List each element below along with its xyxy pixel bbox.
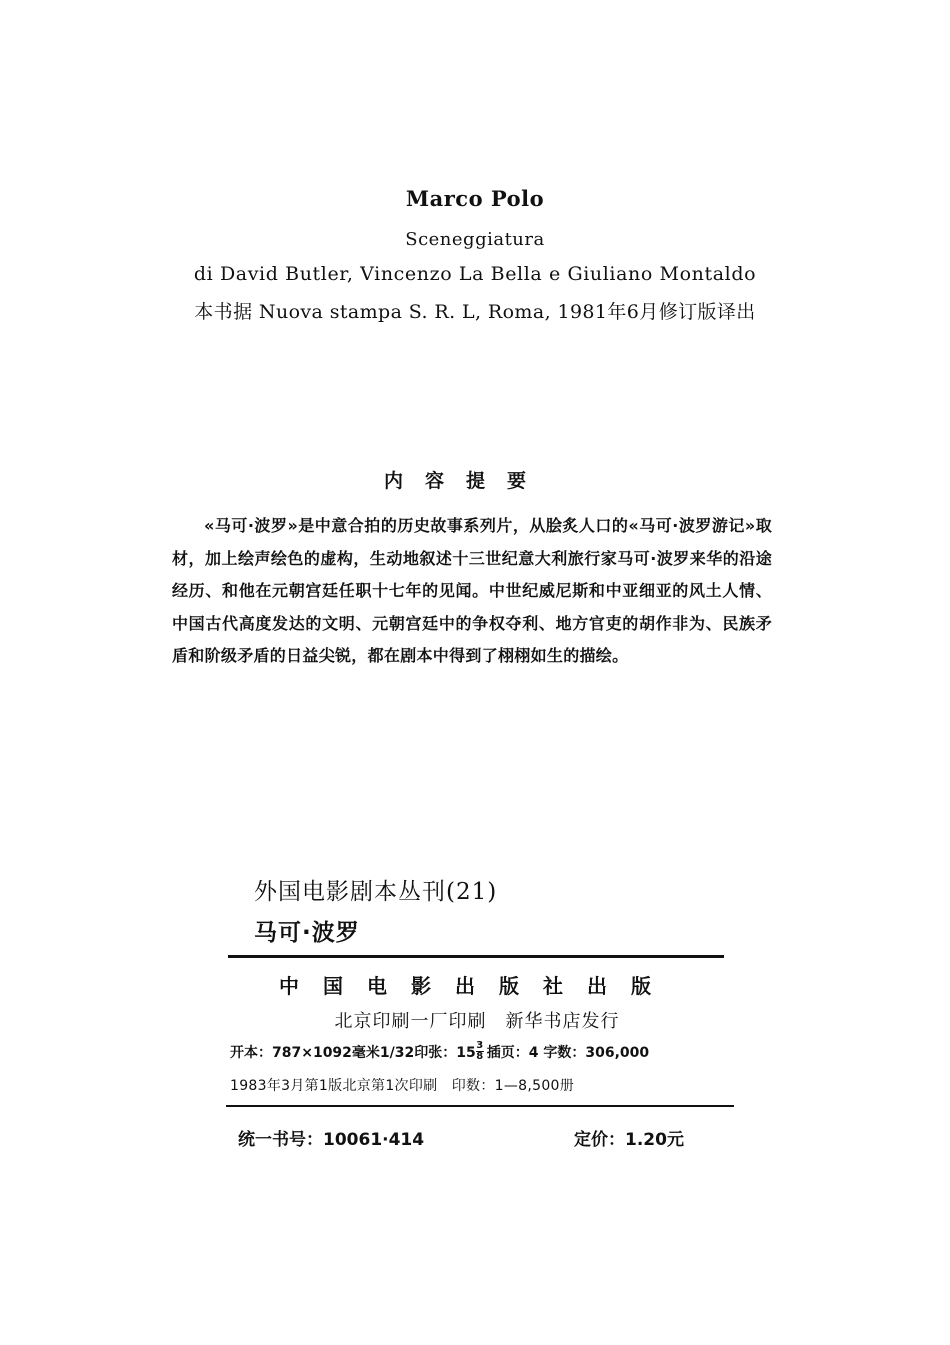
specs-prefix: 开本：787×1092毫米1/32印张：15 [230,1044,476,1061]
price: 定价：1.20元 [574,1130,684,1150]
specs-suffix: 插页：4 字数：306,000 [486,1044,650,1061]
original-title: Marco Polo [405,186,545,211]
colophon-bottom-rule [226,1105,734,1107]
edition-line: 1983年3月第1版北京第1次印刷 印数：1—8,500册 [230,1078,575,1094]
summary-heading: 内容提要 [384,470,549,492]
original-subtitle: Sceneggiatura [405,229,545,250]
series-title: 外国电影剧本丛刊(21) [254,879,498,905]
original-authors: di David Butler, Vincenzo La Bella e Giuliano Montaldo [193,263,757,285]
sheets-fraction [476,1041,484,1062]
sheets-fraction-denominator: 8 [476,1051,484,1062]
colophon-top-rule [228,955,724,958]
format-specs-line [230,1041,649,1062]
publisher-line: 中国电影出版社出版 [279,974,675,998]
book-title: 马可·波罗 [254,920,360,946]
sheets-fraction-numerator: 3 [476,1040,484,1051]
printer-distributor-line: 北京印刷一厂印刷 新华书店发行 [334,1011,620,1032]
translation-source-note: 本书据 Nuova stampa S. R. L, Roma, 1981年6月修订版译出 [194,301,756,323]
book-number: 统一书号：10061·414 [238,1130,425,1150]
summary-body: «马可·波罗»是中意合拍的历史故事系列片，从脍炙人口的«马可·波罗游记»取材，加上绘声绘色的虚构，生动地叙述十三世纪意大利旅行家马可·波罗来华的沿途经历、和他在元朝宫廷任职十七年的见闻。中世纪威尼斯和中亚细亚的风土人情、中国古代高度发达的文明、元朝宫廷中的争权夺利、地方官吏的胡作非为、民族矛盾和阶级矛盾的日益尖锐，都在剧本中得到了栩栩如生的描绘。 [172,516,772,666]
